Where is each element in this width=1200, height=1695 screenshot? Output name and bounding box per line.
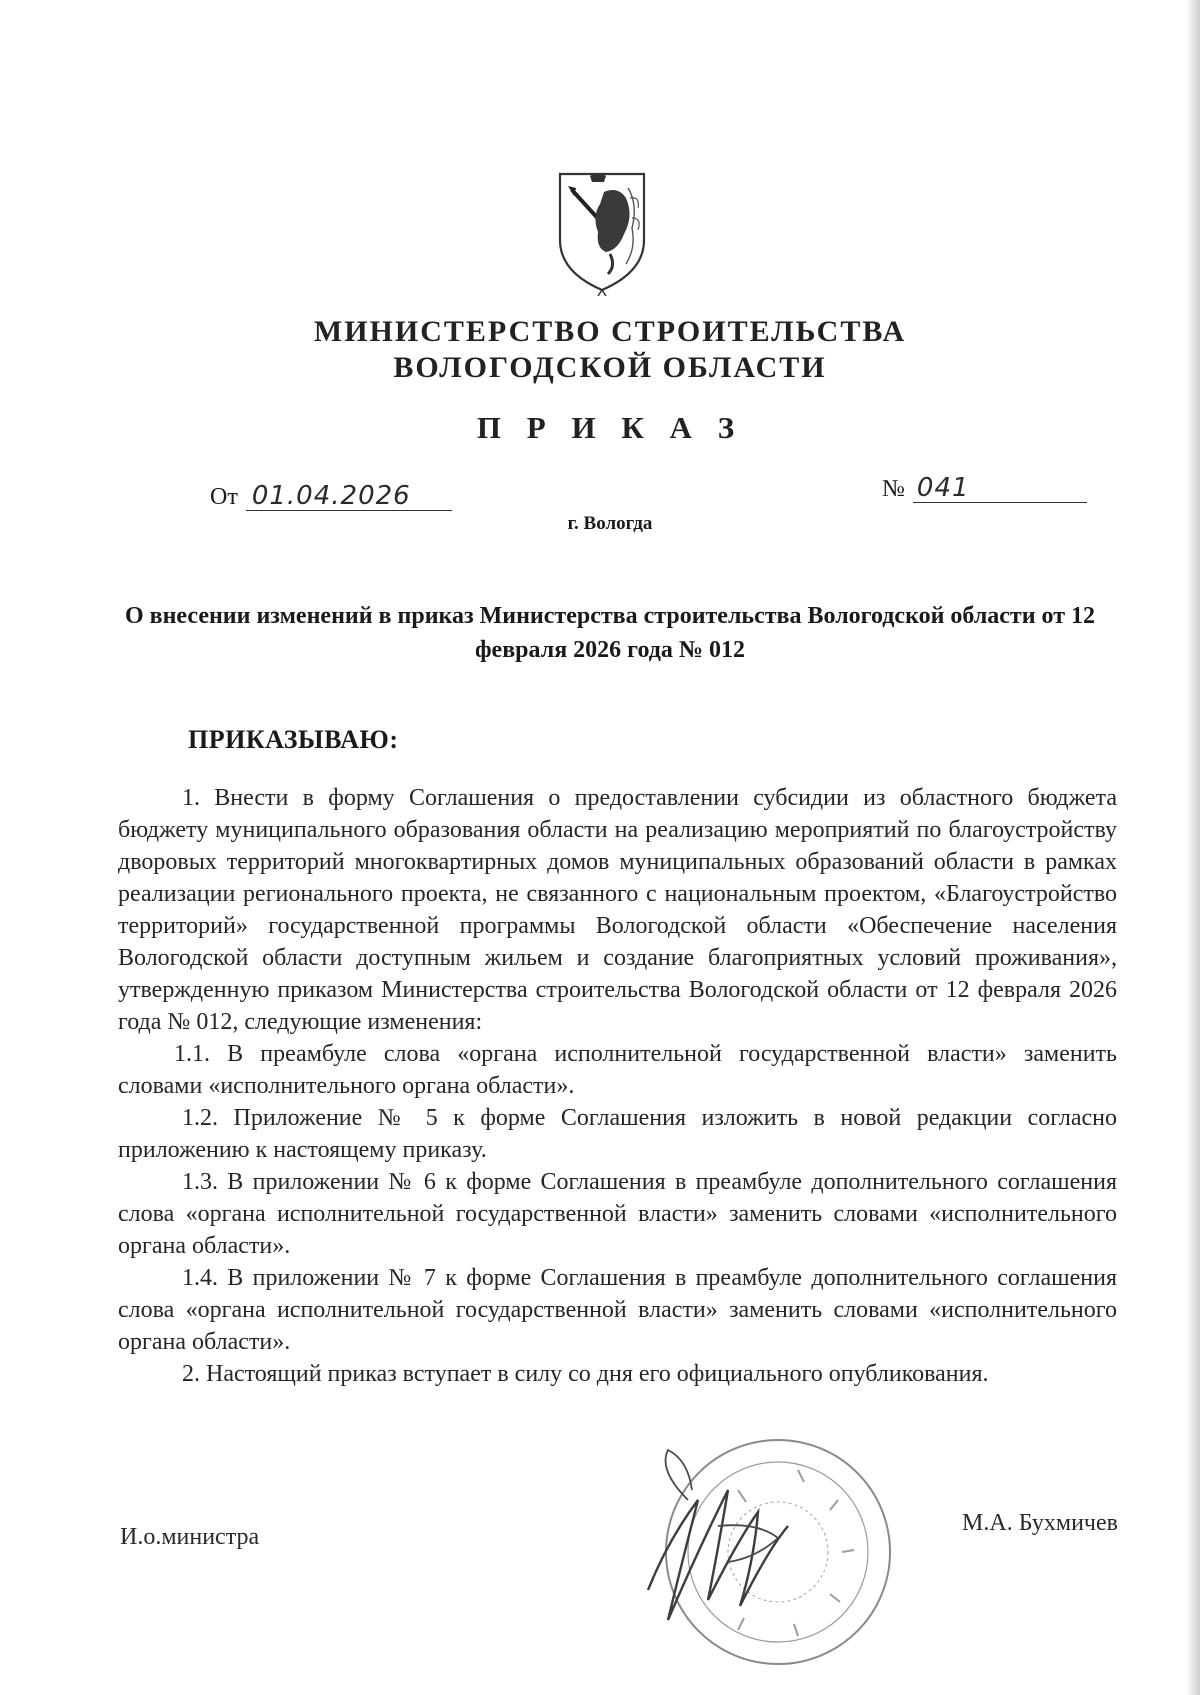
coat-of-arms-icon xyxy=(552,168,652,296)
city-label: г. Вологда xyxy=(567,513,653,534)
ministry-name-line1: МИНИСТЕРСТВО СТРОИТЕЛЬСТВА xyxy=(313,315,907,348)
document-type-title: П Р И К А З xyxy=(476,410,744,445)
signer-name: М.А. Бухмичев xyxy=(962,1510,1118,1536)
paragraph-1: 1. Внести в форму Соглашения о предоставлении субсидии из областного бюджета бюджету муниципального образования области на реализацию мероприятий по благоустройству дворовых территорий многоквартирных домов муниципальных образований области в рамках реализации регионального проекта, не связанного с национальным проектом, «Благоустройство территорий» государственной программы Вологодской области «Обеспечение населения Вологодской области доступным жильем и создание благоприятных условий проживания», утвержденную приказом Министерства строительства Вологодской области от 12 февраля 2026 года № 012, следующие изменения: xyxy=(118,785,1117,1035)
date-line xyxy=(210,482,452,511)
number-prefix: № xyxy=(882,476,905,502)
number-line xyxy=(882,474,1087,503)
ministry-name xyxy=(0,314,1200,386)
page-edge-shadow xyxy=(1186,0,1200,1695)
number-value: 041 xyxy=(913,474,1087,503)
paragraph-1-2: 1.2. Приложение № 5 к форме Соглашения изложить в новой редакции согласно приложению к настоящему приказу. xyxy=(118,1105,1117,1163)
order-body xyxy=(118,782,1117,1390)
signer-position: И.о.министра xyxy=(120,1524,260,1550)
date-prefix: От xyxy=(210,484,238,510)
official-seal-icon xyxy=(628,1430,898,1680)
paragraph-1-4: 1.4. В приложении № 7 к форме Соглашения в преамбуле дополнительного соглашения слова «органа исполнительной государственной власти» заменить словами «исполнительного органа области». xyxy=(118,1265,1117,1355)
ministry-name-line2: ВОЛОГОДСКОЙ ОБЛАСТИ xyxy=(393,351,827,384)
date-value: 01.04.2026 xyxy=(246,482,452,511)
paragraph-1-1: 1.1. В преамбуле слова «органа исполнительной государственной власти» заменить словами «исполнительного органа области». xyxy=(118,1041,1117,1099)
paragraph-2: 2. Настоящий приказ вступает в силу со дня его официального опубликования. xyxy=(182,1361,989,1387)
order-directive: ПРИКАЗЫВАЮ: xyxy=(188,725,399,754)
paragraph-1-3: 1.3. В приложении № 6 к форме Соглашения в преамбуле дополнительного соглашения слова «органа исполнительной государственной власти» заменить словами «исполнительного органа области». xyxy=(118,1169,1117,1259)
order-subject: О внесении изменений в приказ Министерства строительства Вологодской области от 12 февраля 2026 года № 012 xyxy=(124,603,1096,663)
